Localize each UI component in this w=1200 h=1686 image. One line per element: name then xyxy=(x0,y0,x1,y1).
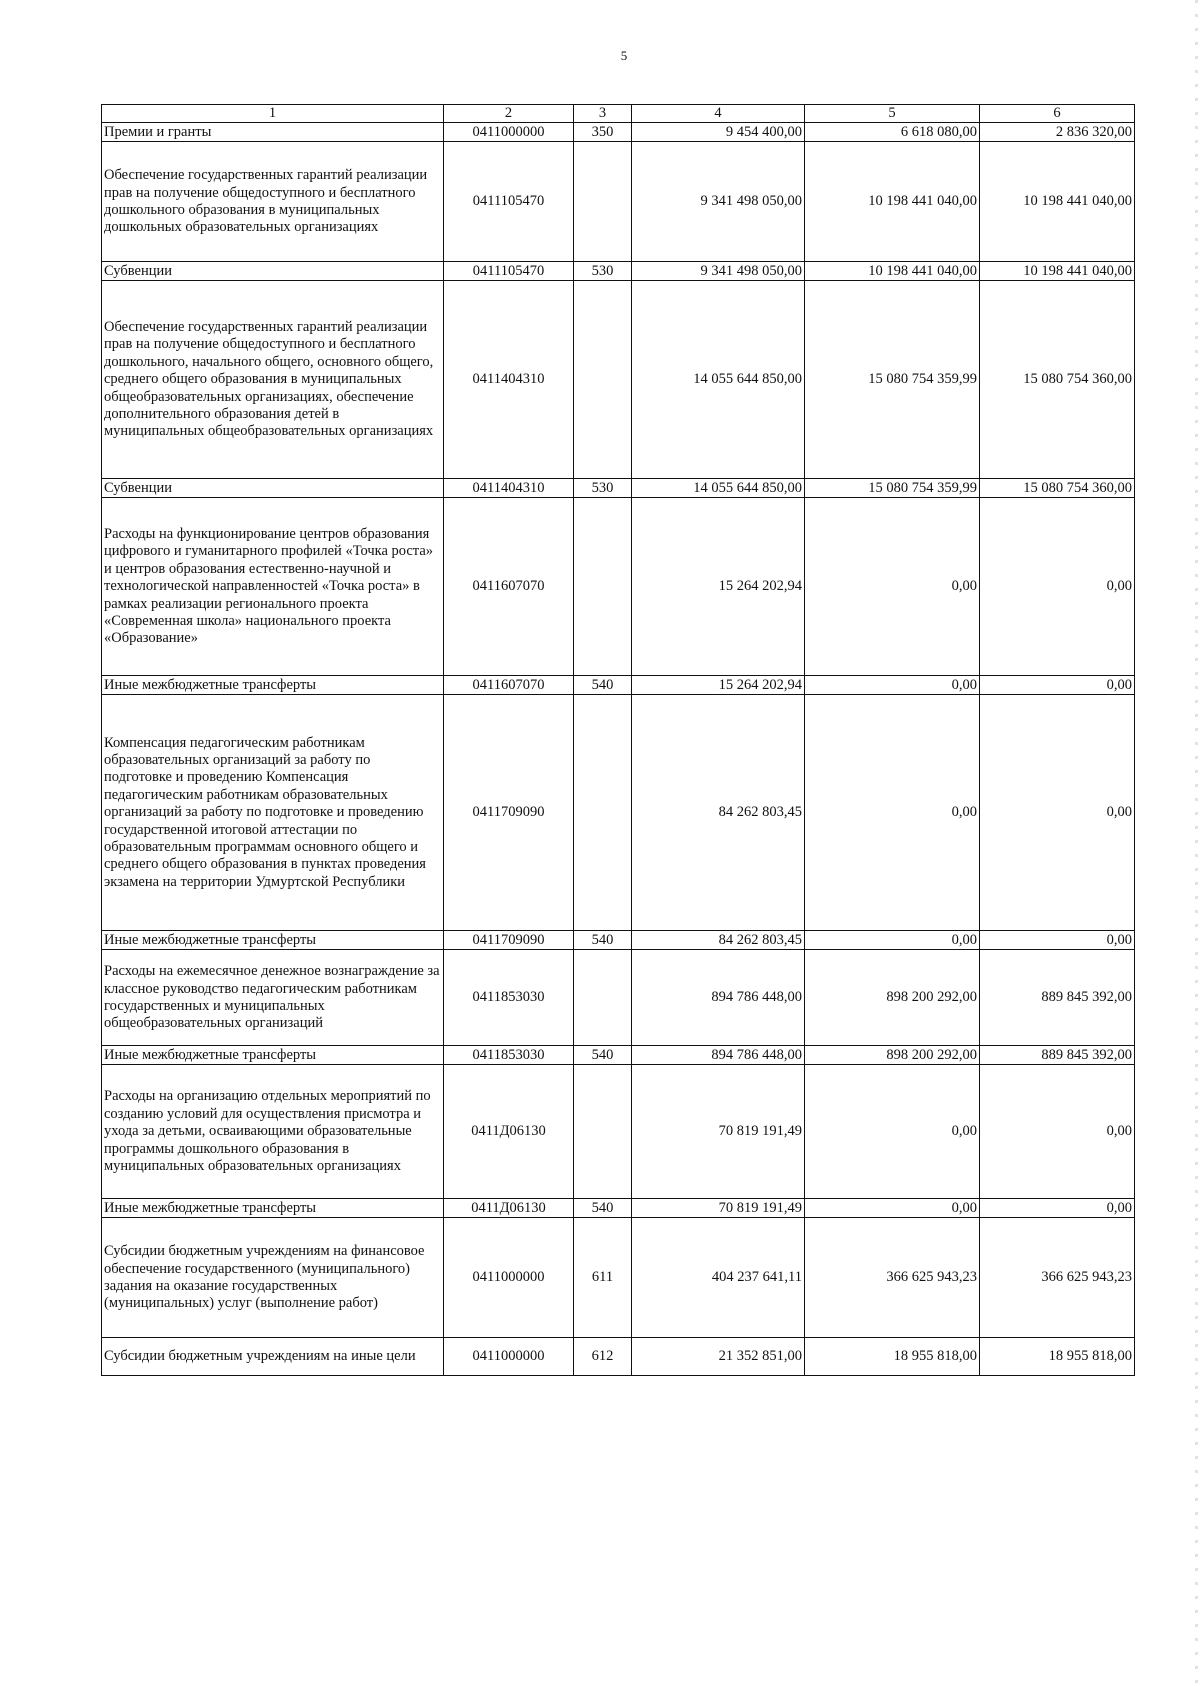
row-amount-5: 366 625 943,23 xyxy=(805,1218,980,1338)
column-header-1: 1 xyxy=(102,105,444,123)
table-row xyxy=(102,498,1135,676)
row-expense-type xyxy=(574,281,632,479)
row-code: 0411853030 xyxy=(444,1046,574,1065)
row-amount-6: 0,00 xyxy=(980,498,1135,676)
row-amount-6: 889 845 392,00 xyxy=(980,950,1135,1046)
table-row xyxy=(102,1199,1135,1218)
column-header-2: 2 xyxy=(444,105,574,123)
row-expense-type: 530 xyxy=(574,262,632,281)
row-name: Субвенции xyxy=(102,262,444,281)
row-code: 0411709090 xyxy=(444,931,574,950)
column-header-4: 4 xyxy=(632,105,805,123)
table-row xyxy=(102,1218,1135,1338)
row-expense-type xyxy=(574,1065,632,1199)
table-row xyxy=(102,931,1135,950)
row-name: Субвенции xyxy=(102,479,444,498)
row-expense-type: 540 xyxy=(574,1046,632,1065)
row-amount-5: 0,00 xyxy=(805,1065,980,1199)
row-amount-4: 15 264 202,94 xyxy=(632,676,805,695)
row-code: 0411404310 xyxy=(444,281,574,479)
row-name: Расходы на ежемесячное денежное вознаграждение за классное руководство педагогическим работникам государственных и муниципальных общеобразовательных организаций xyxy=(102,950,444,1046)
row-amount-6: 10 198 441 040,00 xyxy=(980,262,1135,281)
scan-edge-artifact xyxy=(1195,0,1198,1686)
row-amount-5: 0,00 xyxy=(805,1199,980,1218)
row-expense-type: 350 xyxy=(574,123,632,142)
row-code: 0411000000 xyxy=(444,1338,574,1376)
row-amount-5: 10 198 441 040,00 xyxy=(805,262,980,281)
row-amount-5: 0,00 xyxy=(805,676,980,695)
row-expense-type: 540 xyxy=(574,1199,632,1218)
row-amount-5: 15 080 754 359,99 xyxy=(805,479,980,498)
row-amount-4: 15 264 202,94 xyxy=(632,498,805,676)
row-amount-4: 9 341 498 050,00 xyxy=(632,142,805,262)
row-amount-6: 0,00 xyxy=(980,931,1135,950)
row-amount-4: 70 819 191,49 xyxy=(632,1065,805,1199)
table-row xyxy=(102,262,1135,281)
page-number: 5 xyxy=(620,48,628,63)
row-amount-6: 15 080 754 360,00 xyxy=(980,479,1135,498)
row-expense-type xyxy=(574,498,632,676)
row-expense-type: 611 xyxy=(574,1218,632,1338)
row-code: 0411607070 xyxy=(444,676,574,695)
table-row xyxy=(102,281,1135,479)
row-name: Компенсация педагогическим работникам образовательных организаций за работу по подготовке и проведению Компенсация педагогическим работникам образовательных организаций за работу по подготовке и проведению государственной итоговой аттестации по образовательным программам основного общего и среднего общего образования в пунктах проведения экзамена на территории Удмуртской Республики xyxy=(102,695,444,931)
row-expense-type xyxy=(574,950,632,1046)
row-amount-4: 84 262 803,45 xyxy=(632,931,805,950)
row-amount-6: 0,00 xyxy=(980,1199,1135,1218)
row-amount-6: 10 198 441 040,00 xyxy=(980,142,1135,262)
row-name: Иные межбюджетные трансферты xyxy=(102,676,444,695)
row-expense-type xyxy=(574,695,632,931)
row-amount-4: 894 786 448,00 xyxy=(632,1046,805,1065)
table-row xyxy=(102,950,1135,1046)
row-amount-4: 9 454 400,00 xyxy=(632,123,805,142)
column-header-3: 3 xyxy=(574,105,632,123)
row-code: 0411105470 xyxy=(444,262,574,281)
row-amount-5: 898 200 292,00 xyxy=(805,950,980,1046)
row-code: 0411105470 xyxy=(444,142,574,262)
row-amount-5: 0,00 xyxy=(805,695,980,931)
row-name: Иные межбюджетные трансферты xyxy=(102,1046,444,1065)
row-code: 0411Д06130 xyxy=(444,1065,574,1199)
row-amount-4: 9 341 498 050,00 xyxy=(632,262,805,281)
row-expense-type: 540 xyxy=(574,931,632,950)
row-name: Расходы на функционирование центров образования цифрового и гуманитарного профилей «Точка роста» и центров образования естественно-научной и технологической направленностей «Точка роста» в рамках реализации регионального проекта «Современная школа» национального проекта «Образование» xyxy=(102,498,444,676)
row-amount-6: 366 625 943,23 xyxy=(980,1218,1135,1338)
row-amount-6: 889 845 392,00 xyxy=(980,1046,1135,1065)
row-amount-4: 21 352 851,00 xyxy=(632,1338,805,1376)
table-row xyxy=(102,479,1135,498)
table-row xyxy=(102,695,1135,931)
row-amount-4: 404 237 641,11 xyxy=(632,1218,805,1338)
table-row xyxy=(102,1065,1135,1199)
table-row xyxy=(102,142,1135,262)
row-name: Субсидии бюджетным учреждениям на финансовое обеспечение государственного (муниципального) задания на оказание государственных (муниципальных) услуг (выполнение работ) xyxy=(102,1218,444,1338)
row-amount-5: 0,00 xyxy=(805,498,980,676)
row-amount-6: 0,00 xyxy=(980,1065,1135,1199)
row-amount-5: 6 618 080,00 xyxy=(805,123,980,142)
row-name: Обеспечение государственных гарантий реализации прав на получение общедоступного и бесплатного дошкольного образования в муниципальных дошкольных образовательных организациях xyxy=(102,142,444,262)
row-amount-4: 70 819 191,49 xyxy=(632,1199,805,1218)
row-amount-5: 18 955 818,00 xyxy=(805,1338,980,1376)
budget-table xyxy=(101,104,1135,1376)
row-amount-4: 894 786 448,00 xyxy=(632,950,805,1046)
row-code: 0411709090 xyxy=(444,695,574,931)
row-code: 0411404310 xyxy=(444,479,574,498)
row-amount-5: 0,00 xyxy=(805,931,980,950)
row-amount-6: 2 836 320,00 xyxy=(980,123,1135,142)
row-name: Иные межбюджетные трансферты xyxy=(102,931,444,950)
row-code: 0411853030 xyxy=(444,950,574,1046)
row-expense-type: 540 xyxy=(574,676,632,695)
row-code: 0411Д06130 xyxy=(444,1199,574,1218)
header-row xyxy=(102,105,1135,123)
row-name: Расходы на организацию отдельных мероприятий по созданию условий для осуществления присмотра и ухода за детьми, осваивающими образовательные программы дошкольного образования в муниципальных образовательных организациях xyxy=(102,1065,444,1199)
row-expense-type xyxy=(574,142,632,262)
row-amount-6: 0,00 xyxy=(980,676,1135,695)
row-code: 0411000000 xyxy=(444,1218,574,1338)
row-amount-5: 15 080 754 359,99 xyxy=(805,281,980,479)
row-amount-5: 898 200 292,00 xyxy=(805,1046,980,1065)
row-code: 0411000000 xyxy=(444,123,574,142)
table-row xyxy=(102,676,1135,695)
row-name: Премии и гранты xyxy=(102,123,444,142)
table-row xyxy=(102,1338,1135,1376)
row-amount-4: 84 262 803,45 xyxy=(632,695,805,931)
column-header-5: 5 xyxy=(805,105,980,123)
row-name: Обеспечение государственных гарантий реализации прав на получение общедоступного и бесплатного дошкольного, начального общего, основного общего, среднего общего образования в муниципальных общеобразовательных организациях, обеспечение дополнительного образования детей в муниципальных общеобразовательных организациях xyxy=(102,281,444,479)
row-expense-type: 612 xyxy=(574,1338,632,1376)
row-amount-5: 10 198 441 040,00 xyxy=(805,142,980,262)
row-code: 0411607070 xyxy=(444,498,574,676)
row-amount-4: 14 055 644 850,00 xyxy=(632,479,805,498)
row-name: Субсидии бюджетным учреждениям на иные цели xyxy=(102,1338,444,1376)
row-amount-6: 0,00 xyxy=(980,695,1135,931)
column-header-6: 6 xyxy=(980,105,1135,123)
table-row xyxy=(102,123,1135,142)
row-amount-6: 15 080 754 360,00 xyxy=(980,281,1135,479)
row-amount-4: 14 055 644 850,00 xyxy=(632,281,805,479)
row-amount-6: 18 955 818,00 xyxy=(980,1338,1135,1376)
row-expense-type: 530 xyxy=(574,479,632,498)
table-row xyxy=(102,1046,1135,1065)
row-name: Иные межбюджетные трансферты xyxy=(102,1199,444,1218)
